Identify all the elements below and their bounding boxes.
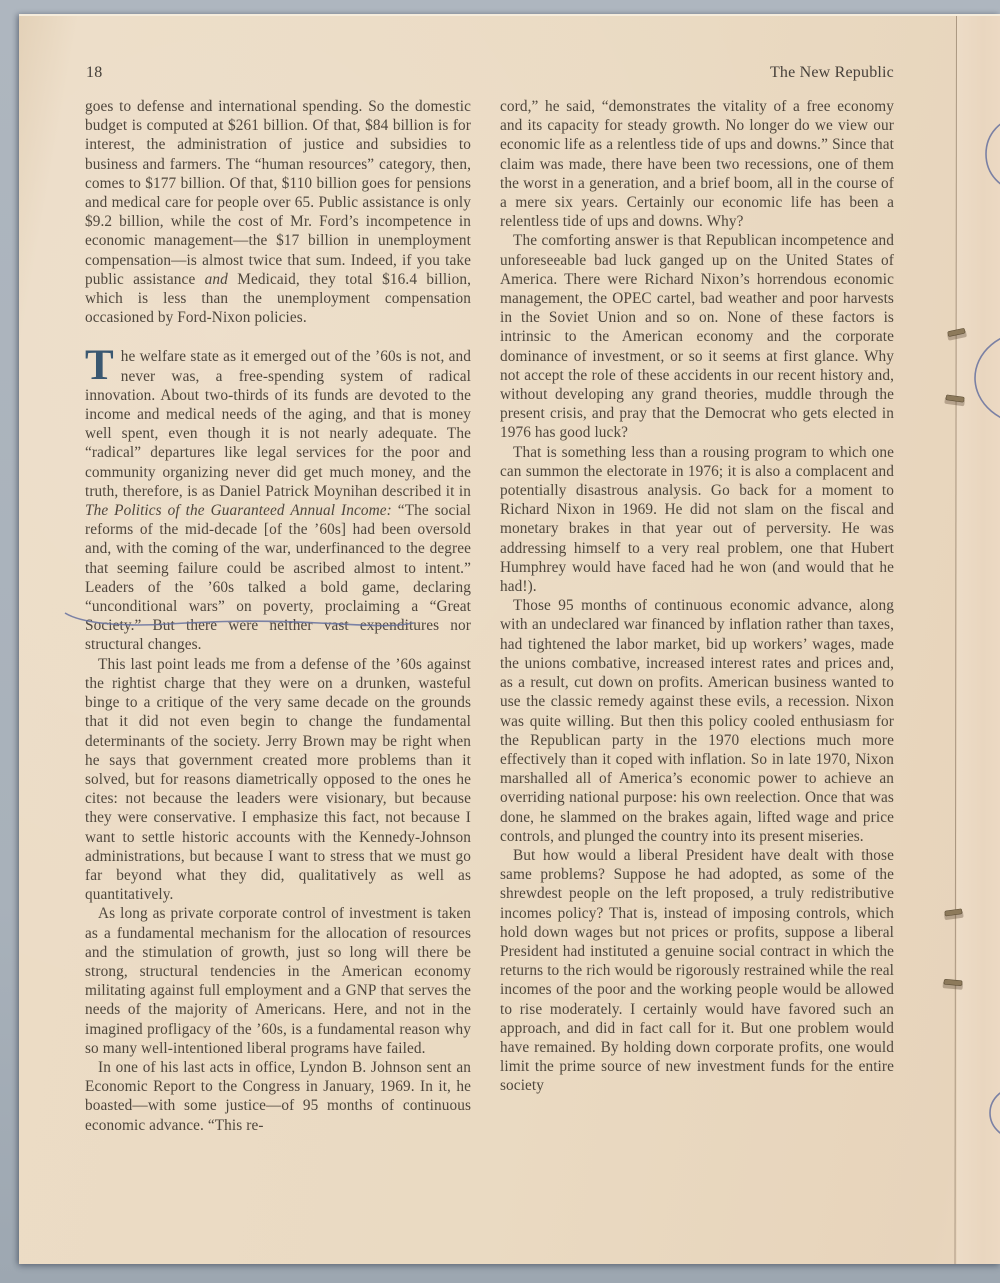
paragraph bbox=[85, 904, 471, 1058]
paragraph bbox=[85, 655, 471, 905]
body-text: he welfare state as it emerged out of the ’60s is not, and never was, a free-spending system of radical innovation. About two-thirds of its funds are devoted to the income and medical needs of the aging, and that is money well spent, even though it is not nearly adequate. The “radical” departures like legal services for the poor and community organizing never did get much money, and the truth, therefore, is as Daniel Patrick Moynihan described it in bbox=[85, 348, 471, 500]
body-text: But how would a liberal President have dealt with those same problems? Suppose he had adopted, as some of the shrewdest people on the left proposed, a truly redistributive incomes policy? That is, instead of imposing controls, which hold down wages but not prices or profits, suppose a liberal President had instituted a genuine social contract in which the returns to the rich would be rigorously restrained while the real incomes of the poor and the working people would be allowed to rise moderately. I certainly would have favored such an approach, and did in fact call for it. But one problem would have remained. By holding down corporate profits, one would limit the prime source of new investment funds for the entire society bbox=[500, 846, 894, 1095]
body-text: goes to defense and international spending. So the domestic budget is computed at $261 billion. Of that, $84 billion is for interest, the administration of justice and subsidies to business and farmers. The “human resources” category, then, comes to $177 billion. Of that, $110 billion goes for pensions and medical care for people over 65. Public assistance is only $9.2 billion, while the cost of Mr. Ford’s incompetence in economic management—the $17 billion in unemployment compensation—is almost twice that sum. Indeed, if you take public assistance bbox=[85, 98, 471, 288]
body-text: The comforting answer is that Republican incompetence and unforeseeable bad luck ganged up on the United States of America. There were Richard Nixon’s horrendous economic management, the OPEC cartel, bad weather and poor harvests in the Soviet Union and so on. None of these factors is intrinsic to the American economy and the corporate dominance of investment, or so it seems at first glance. Why not accept the role of these accidents in our recent history and, without developing any grand theories, muddle through the present crisis, and pray that the Democrat who gets elected in 1976 has good luck? bbox=[500, 232, 894, 442]
paragraph bbox=[85, 1058, 471, 1135]
paragraph bbox=[500, 443, 894, 597]
paragraph bbox=[500, 596, 894, 846]
body-text: Those 95 months of continuous economic advance, along with an undeclared war financed by inflation rather than taxes, had tightened the labor market, bid up workers’ wages, made the unions combative, increased interest rates and prices and, as a result, cut down on profits. American business wanted to use the classic remedy against these evils, a recession. Nixon was quite willing. But then this policy cooled enthusiasm for the Republican party in the 1970 elections much more effectively than it coped with inflation. So in late 1970, Nixon marshalled all of America’s economic power to achieve an overriding national purpose: his own reelection. Once that was done, he slammed on the brakes again, lifted wage and price controls, and plunged the country into its present miseries. bbox=[500, 597, 894, 845]
italic-text: and bbox=[204, 270, 228, 288]
body-text: “The social reforms of the mid-decade [of the ’60s] had been oversold and, with the coming of the war, underfinanced to the degree that seeming failure could be ascribed almost to intent.” Leaders of the ’60s talked a bold game, declaring “unconditional wars” on poverty, proclaiming a “Great Society.” But there were neither vast expenditures nor structural changes. bbox=[85, 502, 471, 654]
text-columns bbox=[85, 97, 894, 1135]
body-text: As long as private corporate control of investment is taken as a fundamental mechanism for the allocation of resources and the stimulation of growth, just so long will there be strong, structural tendencies in the American economy militating against full employment and a GNP that serves the needs of the majority of Americans. Here, and not in the imagined profligacy of the ’60s, is a fundamental reason why so many well-intentioned liberal programs have failed. bbox=[85, 905, 471, 1057]
column-left bbox=[85, 97, 471, 1135]
column-right bbox=[500, 97, 894, 1096]
paragraph bbox=[85, 342, 471, 654]
body-text: cord,” he said, “demonstrates the vitality of a free economy and its capacity for steady growth. No longer do we view our economic life as a relentless tide of ups and downs.” Since that claim was made, there have been two recessions, one of them the worst in a generation, and a brief boom, all in the course of a mere six years. Certainly our economic life has been a relentless tide of ups and downs. Why? bbox=[500, 98, 894, 231]
page-number: 18 bbox=[86, 64, 103, 81]
page-edge-strip bbox=[957, 16, 1000, 1264]
paragraph bbox=[85, 97, 471, 327]
body-text: This last point leads me from a defense of the ’60s against the rightist charge that they were on a drunken, wasteful binge to a critique of the very same decade on the grounds that it did not even begin to change the fundamental determinants of the society. Jerry Brown may be right when he says that government created more problems than it solved, but for reasons diametrically opposed to the ones he cites: not because the leaders were visionary, but because they were conservative. I emphasize this fact, not because I want to settle historic accounts with the Kennedy-Johnson administrations, but because I want to stress that we must go far beyond what they did, qualitatively as well as quantitatively. bbox=[85, 655, 471, 904]
body-text: That is something less than a rousing program to which one can summon the electorate in 1976; it is also a complacent and potentially disastrous analysis. Go back for a moment to Richard Nixon in 1969. He did not slam on the fiscal and monetary brakes in that year out of perversity. He was addressing himself to a very real problem, one that Hubert Humphrey would have faced had he won (and would that he had!). bbox=[500, 443, 894, 596]
drop-cap: T bbox=[85, 342, 114, 390]
publication-title: The New Republic bbox=[769, 64, 894, 81]
body-text: Medicaid, they total $16.4 billion, which is less than the unemployment compensation occasioned by Ford-Nixon policies. bbox=[85, 270, 471, 327]
paragraph bbox=[500, 97, 894, 231]
magazine-page bbox=[19, 14, 1000, 1264]
paragraph bbox=[500, 846, 894, 1096]
body-text: In one of his last acts in office, Lyndon B. Johnson sent an Economic Report to the Congress in January, 1969. In it, he boasted—with some justice—of 95 months of continuous economic advance. “This re- bbox=[85, 1058, 471, 1134]
paragraph bbox=[500, 231, 894, 442]
italic-text: The Politics of the Guaranteed Annual Income: bbox=[85, 502, 392, 520]
